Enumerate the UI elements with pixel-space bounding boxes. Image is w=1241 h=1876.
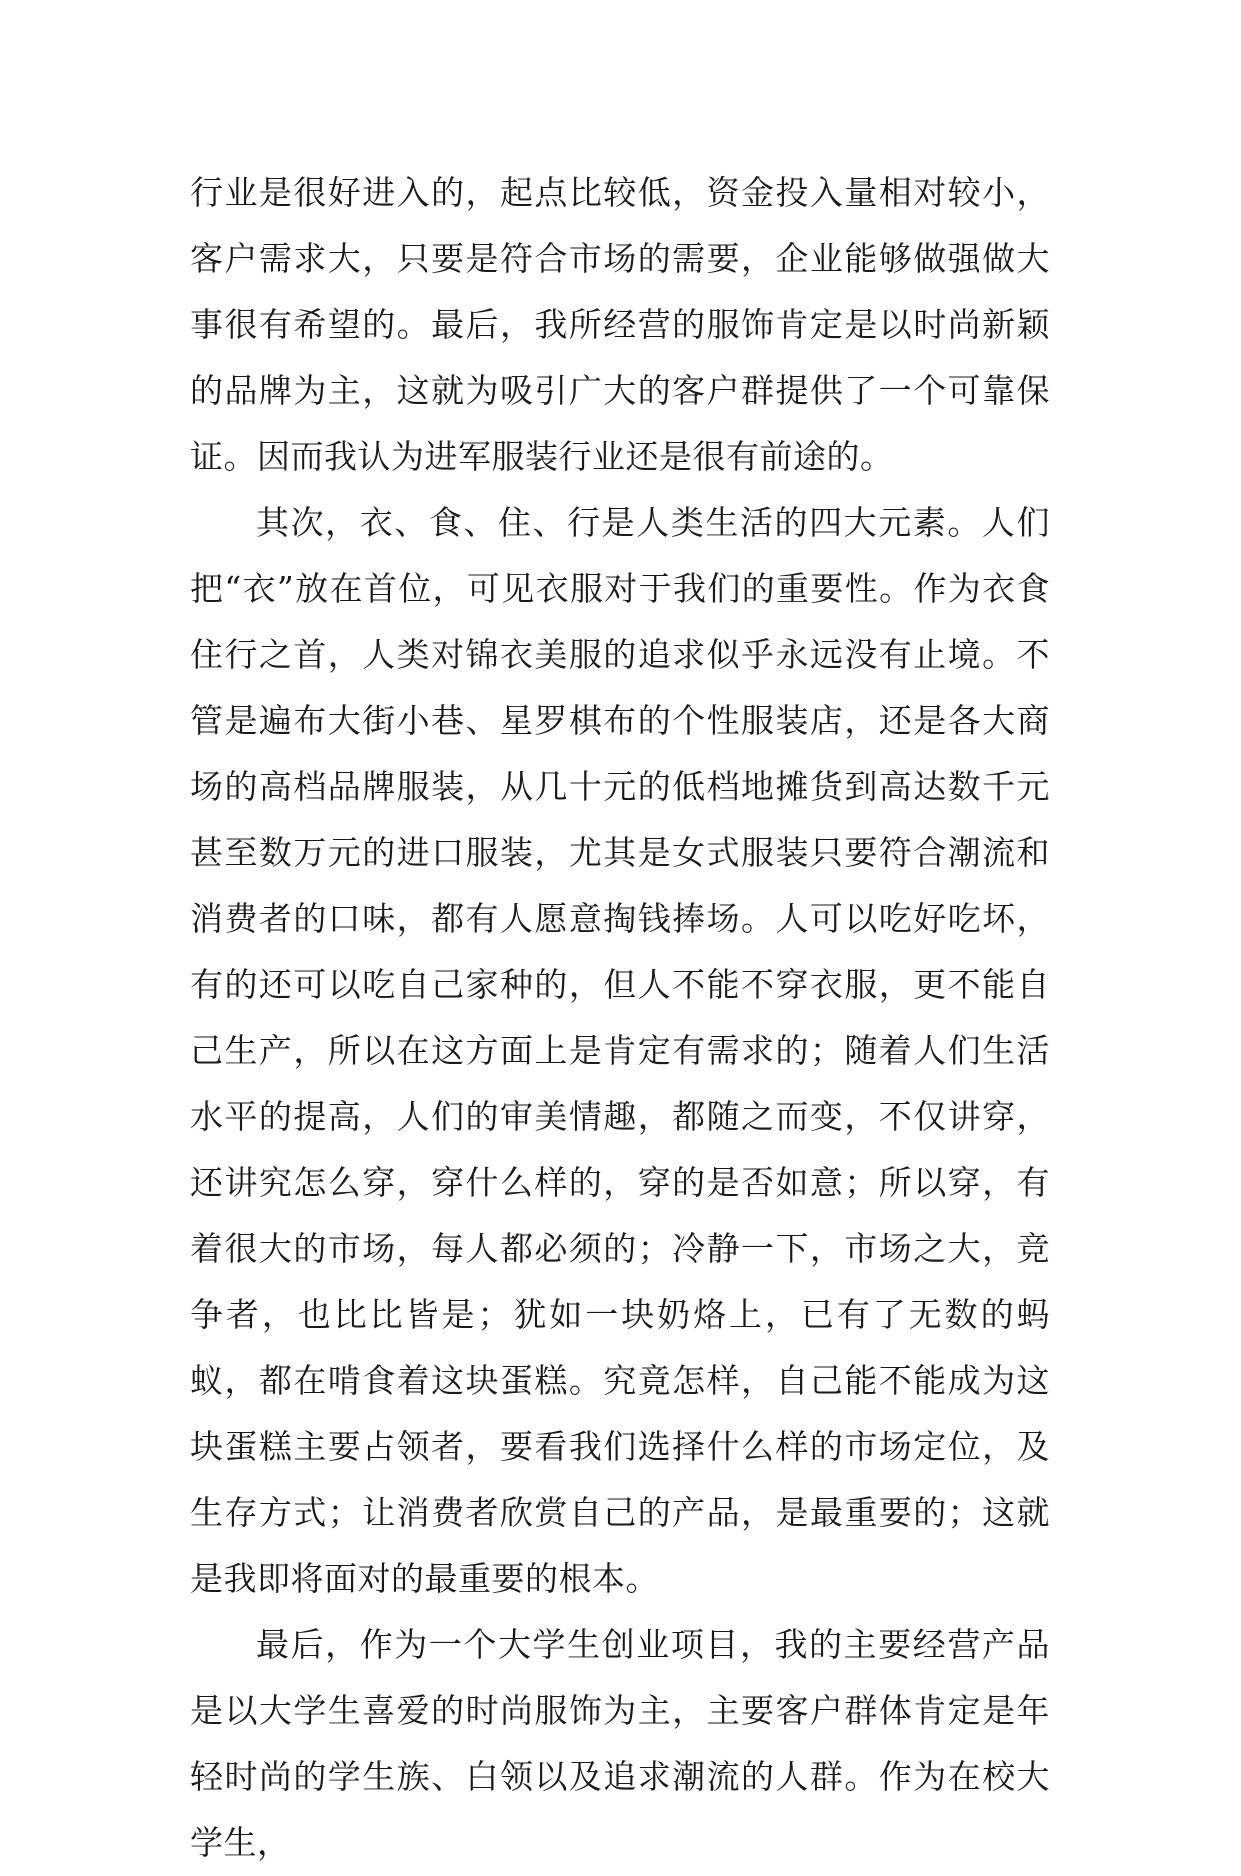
body-text [190, 160, 1050, 1876]
paragraph-final-reason: 最后，作为一个大学生创业项目，我的主要经营产品是以大学生喜爱的时尚服饰为主，主要客户群体肯定是年轻时尚的学生族、白领以及追求潮流的人群。作为在校大学生， [190, 1625, 1050, 1862]
paragraph-second-reason: 其次，衣、食、住、行是人类生活的四大元素。人们把“衣”放在首位，可见衣服对于我们的重要性。作为衣食住行之首，人类对锦衣美服的追求似乎永远没有止境。不管是遍布大街小巷、星罗棋布的个性服装店，还是各大商场的高档品牌服装，从几十元的低档地摊货到高达数千元甚至数万元的进口服装，尤其是女式服装只要符合潮流和消费者的口味，都有人愿意掏钱捧场。人可以吃好吃坏，有的还可以吃自己家种的，但人不能不穿衣服，更不能自己生产，所以在这方面上是肯定有需求的；随着人们生活水平的提高，人们的审美情趣，都随之而变，不仅讲穿，还讲究怎么穿，穿什么样的，穿的是否如意；所以穿，有着很大的市场，每人都必须的；冷静一下，市场之大，竞争者，也比比皆是；犹如一块奶烙上，已有了无数的蚂蚁，都在啃食着这块蛋糕。究竟怎样，自己能不能成为这块蛋糕主要占领者，要看我们选择什么样的市场定位，及生存方式；让消费者欣赏自己的产品，是最重要的；这就是我即将面对的最重要的根本。 [190, 503, 1050, 1598]
paragraph-continuation: 行业是很好进入的，起点比较低，资金投入量相对较小，客户需求大，只要是符合市场的需要，企业能够做强做大事很有希望的。最后，我所经营的服饰肯定是以时尚新颖的品牌为主，这就为吸引广大的客户群提供了一个可靠保证。因而我认为进军服装行业还是很有前途的。 [190, 173, 1050, 476]
